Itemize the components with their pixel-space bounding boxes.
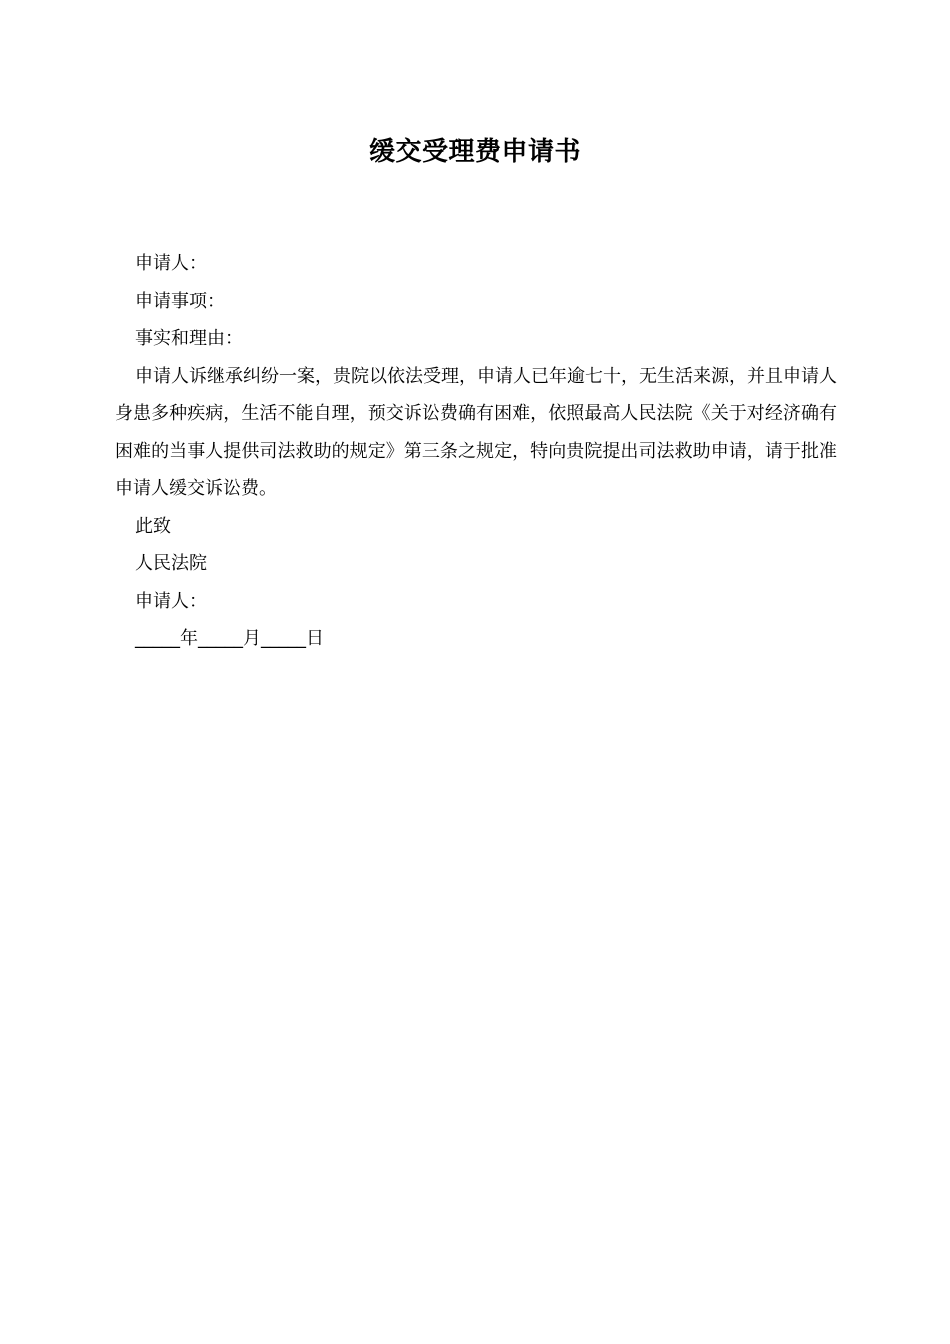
document-body: [115, 245, 837, 658]
date-line: _____年_____月_____日: [135, 628, 324, 649]
document-title: 缓交受理费申请书: [368, 137, 581, 167]
signature-label: 申请人：: [135, 590, 207, 612]
body-paragraph: 申请人诉继承纠纷一案，贵院以依法受理，申请人已年逾七十，无生活来源，并且申请人身患多种疾病，生活不能自理，预交诉讼费确有困难，依照最高人民法院《关于对经济确有困难的当事人提供司法救助的规定》第三条之规定，特向贵院提出司法救助申请，请于批准申请人缓交诉讼费。: [115, 365, 837, 499]
matter-label: 申请事项：: [135, 290, 225, 312]
salutation: 此致: [135, 515, 171, 537]
facts-label: 事实和理由：: [135, 328, 243, 349]
recipient: 人民法院: [135, 553, 207, 574]
applicant-label: 申请人：: [135, 253, 207, 274]
